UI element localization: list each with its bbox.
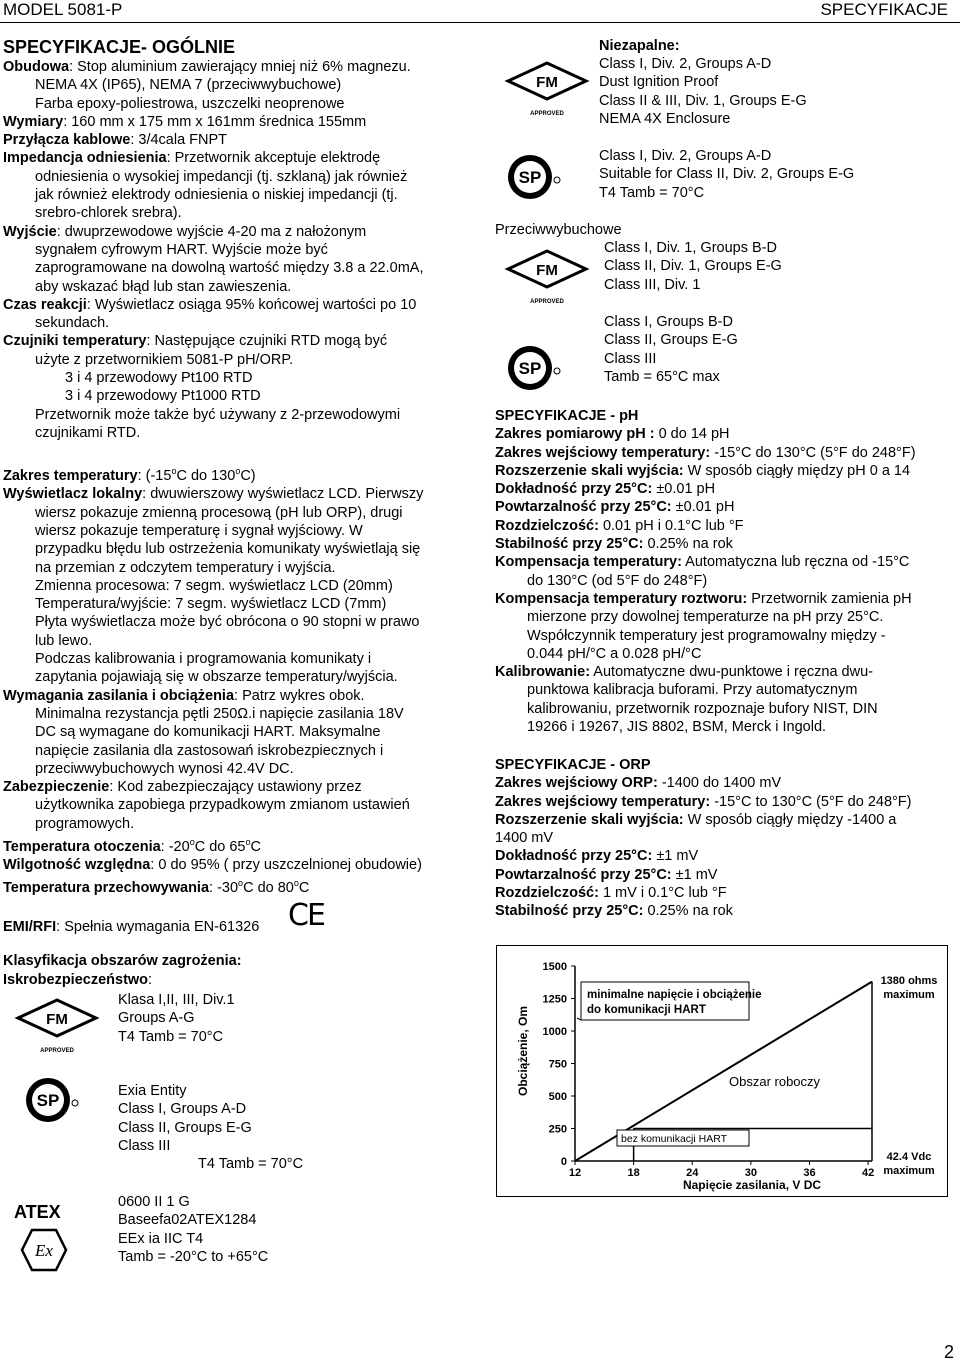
ph-spec-value: -15°C do 130°C (5°F do 248°F) <box>710 444 916 461</box>
max-ohms-label-1: 1380 ohms <box>880 975 938 987</box>
fm-approved-logo-icon <box>14 994 100 1058</box>
niezapalne-label: Niezapalne: <box>599 38 680 54</box>
przylacza-label: Przyłącza kablowe <box>3 132 131 149</box>
impedancja-line-4: srebro-chlorek srebra). <box>35 205 182 222</box>
fm-niez-line-1: Class I, Div. 2, Groups A-D <box>599 56 772 72</box>
zabezpieczenie-line-3: programowych. <box>35 815 135 832</box>
fm-przec-block <box>604 239 782 294</box>
atex-line-2: Baseefa02ATEX1284 <box>118 1212 257 1229</box>
page-header <box>0 0 960 23</box>
csa-text: SP <box>36 1091 60 1110</box>
orp-spec-label: Powtarzalność przy 25°C: <box>495 866 672 883</box>
approved-text: APPROVED <box>40 1048 74 1054</box>
atex-label: ATEX <box>14 1202 61 1222</box>
deg-sup: o <box>171 466 177 477</box>
fm-niez-line-4: NEMA 4X Enclosure <box>599 110 731 127</box>
orp-spec-value: -1400 do 1400 mV <box>657 775 782 792</box>
deg-sup: o <box>238 878 244 889</box>
obudowa-label: Obudowa <box>3 59 70 75</box>
deg-sup: o <box>245 837 251 847</box>
csa-przec-line-4: Tamb = 65°C max <box>604 368 720 385</box>
fm-niez-line-2: Dust Ignition Proof <box>599 74 719 91</box>
wymagania-line-3: DC są wymagane do komunikacji HART. Maksymalne <box>35 724 381 741</box>
fm-iskro-line-3: T4 Tamb = 70°C <box>118 1028 224 1045</box>
csa-text: SP <box>518 359 542 378</box>
ph-spec-label: Stabilność przy 25°C: <box>495 536 644 553</box>
iskro-label: Iskrobezpieczeństwo <box>3 972 149 988</box>
impedancja-label: Impedancja odniesienia <box>3 150 167 167</box>
atex-block <box>118 1193 268 1266</box>
wyswietlacz-line-9: lub lewo. <box>35 632 93 649</box>
czas-text: : Wyświetlacz osiąga 95% końcowej wartości po 10 <box>86 296 417 313</box>
x-tick-label: 30 <box>744 1167 757 1179</box>
section-label: SPECYFIKACJE <box>820 0 948 19</box>
y-tick-label: 500 <box>548 1091 567 1103</box>
csa-logo-icon <box>506 152 562 202</box>
nema-text: NEMA 4X (IP65), NEMA 7 (przeciwwybuchowe) <box>35 77 342 94</box>
orp-spec-label: Stabilność przy 25°C: <box>495 903 644 920</box>
orp-spec-value: -15°C to 130°C (5°F do 248°F) <box>710 793 912 810</box>
ph-spec-label: Zakres pomiarowy pH : <box>495 426 655 443</box>
orp-title: SPECYFIKACJE - ORP <box>495 757 651 773</box>
zakres-temp-label: Zakres temperatury <box>3 468 138 485</box>
model-label: MODEL 5081-P <box>3 0 123 19</box>
iskro-colon: : <box>148 972 153 988</box>
csa-niez-block <box>599 147 854 202</box>
ph-spec-cont: mierzone przy dowolnej temperaturze na pH przy 25°C. <box>527 609 884 626</box>
ph-spec-cont: 0.044 pH/°C a 0.028 pH/°C <box>527 645 702 662</box>
fm-iskro-block <box>118 991 235 1046</box>
czujniki-line-2: użyte z przetwornikiem 5081-P pH/ORP. <box>35 351 294 368</box>
ce-mark-icon: CE <box>288 898 324 933</box>
ex-hexagon-icon <box>20 1227 68 1273</box>
ph-spec-label: Rozdzielczość: <box>495 517 599 534</box>
ph-spec-label: Kompensacja temperatury roztworu: <box>495 590 748 607</box>
max-ohms-label-2: maximum <box>883 989 935 1001</box>
wyswietlacz-line-8: Płyta wyświetlacza może być obrócona o 90 stopni w prawo <box>35 614 420 631</box>
fm-iskro-line-1: Klasa I,II, III, Div.1 <box>118 992 235 1008</box>
y-tick-label: 1500 <box>542 961 567 973</box>
ph-spec-label: Kalibrowanie: <box>495 664 591 681</box>
ph-spec-label: Rozszerzenie skali wyjścia: <box>495 462 684 479</box>
ph-spec-label: Dokładność przy 25°C: <box>495 481 653 498</box>
csa-iskro-line-1: Exia Entity <box>118 1083 187 1099</box>
ph-spec-value: 0 do 14 pH <box>654 426 730 443</box>
wymagania-line-5: przeciwwybuchowych wynosi 42.4V DC. <box>35 760 294 777</box>
czujniki-line-6: czujnikami RTD. <box>35 424 141 441</box>
page-number: 2 <box>943 1342 954 1362</box>
ph-spec-cont: kalibrowaniu, przetwornik rozpoznaje bufory NIST, DIN <box>527 700 878 717</box>
emi-label: EMI/RFI <box>3 919 57 935</box>
y-tick-label: 750 <box>548 1058 567 1071</box>
temp-przech-end: C <box>298 880 310 897</box>
przeciwwybuchowe-label: Przeciwwybuchowe <box>495 222 622 238</box>
csa-przec-line-1: Class I, Groups B-D <box>604 314 733 330</box>
wyjscie-text: : dwuprzewodowe wyjście 4-20 ma z nałożonym <box>56 223 367 240</box>
zakres-temp-mid: C do 130 <box>176 468 236 485</box>
approved-text: APPROVED <box>530 111 564 117</box>
zabezpieczenie-label: Zabezpieczenie <box>3 779 110 796</box>
wyswietlacz-line-10: Podczas kalibrowania i programowania komunikaty i <box>35 651 372 668</box>
atex-line-1: 0600 II 1 G <box>118 1194 190 1210</box>
zakres-temp-text: : (-15 <box>137 468 172 485</box>
left-column <box>3 36 483 898</box>
ph-spec-cont: Współczynnik temperatury jest programowalny między - <box>527 627 886 644</box>
fm-text: FM <box>536 262 558 279</box>
max-voltage-label-2: maximum <box>883 1165 935 1177</box>
fm-approved-logo-icon <box>504 245 590 309</box>
csa-iskro-line-4: Class III <box>118 1137 171 1154</box>
wymagania-line-2: Minimalna rezystancja pętli 250Ω.i napięcie zasilania 18V <box>35 705 404 722</box>
x-tick-label: 18 <box>627 1167 640 1179</box>
czujniki-line-4: 3 i 4 przewodowy Pt1000 RTD <box>65 388 261 405</box>
fm-niez-line-3: Class II & III, Div. 1, Groups E-G <box>599 92 807 109</box>
wyswietlacz-line-11: zapytania pojawiają się w obszarze temperatury/wyjścia. <box>35 669 398 686</box>
wyswietlacz-line-3: wiersz pokazuje temperaturę i sygnał wyjściowy. W <box>35 522 363 539</box>
fm-iskro-line-2: Groups A-G <box>118 1010 195 1027</box>
ph-spec-label: Powtarzalność przy 25°C: <box>495 499 672 516</box>
iskro-row <box>3 971 152 989</box>
temp-otoczenia-text: : -20 <box>160 838 190 855</box>
wyswietlacz-line-7: Temperatura/wyjście: 7 segm. wyświetlacz LCD (7mm) <box>35 596 387 613</box>
ph-spec-cont: punktowa kalibracja buforami. Przy automatycznym <box>527 682 858 699</box>
y-tick-label: 1250 <box>542 993 567 1006</box>
impedancja-line-2: odniesienia o wysokiej impedancji (tj. szklaną) jak również <box>35 168 408 185</box>
orp-spec-value: ±1 mV <box>671 866 718 883</box>
ph-spec-cont: do 130°C (od 5°F do 248°F) <box>527 572 708 589</box>
orp-spec-label: Rozdzielczość: <box>495 885 599 902</box>
wyswietlacz-line-6: Zmienna procesowa: 7 segm. wyświetlacz LCD (20mm) <box>35 577 393 594</box>
csa-iskro-line-5: T4 Tamb = 70°C <box>198 1156 304 1173</box>
orp-spec-cont: 1400 mV <box>495 830 554 847</box>
orp-spec-label: Zakres wejściowy ORP: <box>495 775 658 792</box>
wyjscie-label: Wyjście <box>3 223 57 240</box>
csa-logo-icon <box>24 1075 80 1125</box>
page-title: SPECYFIKACJE- OGÓLNIE <box>3 37 236 57</box>
ph-spec-value: 0.01 pH i 0.1°C lub °F <box>598 517 744 534</box>
deg-sup: o <box>235 466 241 477</box>
wymagania-line-4: napięcie zasilania dla zastosowań iskrobezpiecznych i <box>35 742 384 759</box>
czujniki-line-3: 3 i 4 przewodowy Pt100 RTD <box>65 370 253 387</box>
wyswietlacz-label: Wyświetlacz lokalny <box>3 486 143 503</box>
czujniki-text: : Następujące czujniki RTD mogą być <box>146 333 388 350</box>
temp-przech-mid: C do 80 <box>243 880 294 897</box>
hart-min-leader <box>577 1018 581 1020</box>
farba-text: Farba epoxy-poliestrowa, uszczelki neoprenowe <box>35 95 345 112</box>
fm-przec-line-1: Class I, Div. 1, Groups B-D <box>604 240 777 256</box>
csa-niez-line-3: T4 Tamb = 70°C <box>599 184 705 201</box>
ph-spec-label: Kompensacja temperatury: <box>495 554 682 571</box>
chart-svg <box>497 946 947 1196</box>
fm-niez-block <box>599 55 807 128</box>
ex-text: Ex <box>35 1241 53 1260</box>
atex-line-4: Tamb = -20°C to +65°C <box>118 1248 269 1265</box>
wyjscie-line-3: zaprogramowane na dowolną wartość między 3.8 a 22.0mA, <box>35 260 424 277</box>
wymiary-text: : 160 mm x 175 mm x 161mm średnica 155mm <box>63 113 367 130</box>
ph-spec-value: W sposób ciągły między pH 0 a 14 <box>683 462 911 479</box>
orp-spec-value: 1 mV i 0.1°C lub °F <box>598 885 727 902</box>
orp-spec-value: ±1 mV <box>652 848 699 865</box>
csa-iskro-block <box>118 1082 303 1173</box>
deg-sup: o <box>189 837 195 847</box>
ph-spec-value: Automatyczna lub ręczna od -15°C <box>681 554 910 571</box>
fm-text: FM <box>46 1011 68 1028</box>
wyjscie-line-4: aby wskazać błąd lub stan zawieszenia. <box>35 278 292 295</box>
ph-spec-value: ±0.01 pH <box>671 499 735 516</box>
wilgotnosc-label: Wilgotność względna <box>3 857 151 874</box>
work-area-label: Obszar roboczy <box>729 1074 821 1089</box>
impedancja-line-3: jak również elektrody odniesienia o niskiej impedancji (tj. <box>35 187 398 204</box>
x-tick-label: 24 <box>686 1167 699 1179</box>
ph-spec-label: Zakres wejściowy temperatury: <box>495 444 711 461</box>
wyswietlacz-text: : dwuwierszowy wyświetlacz LCD. Pierwszy <box>142 486 424 503</box>
wymagania-label: Wymagania zasilania i obciążenia <box>3 687 235 704</box>
ph-spec-value: ±0.01 pH <box>652 481 716 498</box>
csa-przec-line-3: Class III <box>604 350 657 367</box>
csa-niez-line-2: Suitable for Class II, Div. 2, Groups E-G <box>599 166 855 183</box>
x-tick-label: 12 <box>568 1167 582 1179</box>
fm-przec-line-3: Class III, Div. 1 <box>604 276 701 293</box>
y-tick-label: 0 <box>560 1156 567 1168</box>
wymiary-label: Wymiary <box>3 113 64 130</box>
ph-spec-value: Automatyczne dwu-punktowe i ręczna dwu- <box>590 664 873 681</box>
x-tick-label: 42 <box>861 1167 875 1179</box>
wyswietlacz-line-5: na przemian z odczytem temperatury i wyjścia. <box>35 559 336 576</box>
ph-specs <box>495 407 955 736</box>
y-axis-label: Obciążenie, Om <box>516 1005 530 1097</box>
wyswietlacz-line-2: wiersz pokazuje zmienną procesową (pH lub ORP), drugi <box>35 504 403 521</box>
orp-spec-label: Dokładność przy 25°C: <box>495 848 653 865</box>
y-tick-label: 250 <box>548 1123 567 1136</box>
temp-przech-label: Temperatura przechowywania <box>3 880 210 897</box>
czas-label: Czas reakcji <box>3 296 87 313</box>
temp-otoczenia-end: C <box>250 838 261 855</box>
csa-iskro-line-2: Class I, Groups A-D <box>118 1101 247 1118</box>
x-tick-label: 36 <box>803 1167 816 1179</box>
orp-spec-value: 0.25% na rok <box>643 903 733 920</box>
x-axis-label: Napięcie zasilania, V DC <box>682 1178 822 1192</box>
atex-line-3: EEx ia IIC T4 <box>118 1230 204 1247</box>
temp-otoczenia-mid: C do 65 <box>194 838 246 855</box>
hart-min-annotation-1: minimalne napięcie i obciążenie <box>587 989 762 1001</box>
emi-text: : Spełnia wymagania EN-61326 <box>56 919 260 935</box>
load-voltage-chart <box>496 945 948 1197</box>
orp-spec-value: W sposób ciągły między -1400 a <box>683 811 897 828</box>
klasyfikacja-heading: Klasyfikacja obszarów zagrożenia: <box>3 953 242 969</box>
y-tick-label: 1000 <box>542 1026 567 1038</box>
fm-przec-line-2: Class II, Div. 1, Groups E-G <box>604 258 782 275</box>
csa-text: SP <box>518 168 542 187</box>
no-hart-label: bez komunikacji HART <box>621 1133 728 1145</box>
orp-specs <box>495 756 955 921</box>
obudowa-text: : Stop aluminium zawierający mniej niż 6% magnezu. <box>69 59 411 75</box>
ph-spec-cont: 19266 i 19267, JIS 8802, BSM, Merck i Ingold. <box>527 719 827 736</box>
fm-approved-logo-icon <box>504 57 590 121</box>
czujniki-label: Czujniki temperatury <box>3 333 147 350</box>
csa-logo-icon <box>506 343 562 393</box>
hart-min-annotation-2: do komunikacji HART <box>587 1004 706 1016</box>
emi-row <box>3 918 259 936</box>
csa-niez-line-1: Class I, Div. 2, Groups A-D <box>599 148 772 164</box>
ph-spec-value: 0.25% na rok <box>643 536 733 553</box>
wymagania-text: : Patrz wykres obok. <box>234 687 365 704</box>
max-voltage-label-1: 42.4 Vdc <box>886 1151 932 1163</box>
orp-spec-label: Zakres wejściowy temperatury: <box>495 793 711 810</box>
zabezpieczenie-line-2: użytkownika zapobiega przypadkowym zmianom ustawień <box>35 797 410 814</box>
wilgotnosc-text: : 0 do 95% ( przy uszczelnionej obudowie) <box>150 857 422 874</box>
przylacza-text: : 3/4cala FNPT <box>130 132 228 149</box>
fm-text: FM <box>536 74 558 91</box>
czujniki-line-5: Przetwornik może także być używany z 2-przewodowymi <box>35 406 401 423</box>
deg-sup: o <box>293 878 299 889</box>
wyjscie-line-2: sygnałem cyfrowym HART. Wyjście może być <box>35 241 328 258</box>
temp-przech-text: : -30 <box>209 880 239 897</box>
csa-przec-line-2: Class II, Groups E-G <box>604 332 738 349</box>
orp-spec-label: Rozszerzenie skali wyjścia: <box>495 811 684 828</box>
zakres-temp-end: C) <box>240 468 256 485</box>
approved-text: APPROVED <box>530 299 564 305</box>
zabezpieczenie-text: : Kod zabezpieczający ustawiony przez <box>109 779 362 796</box>
czas-line-2: sekundach. <box>35 315 110 332</box>
csa-przec-block <box>604 313 738 386</box>
wyswietlacz-line-4: przypadku błędu lub ostrzeżenia komunikaty wyświetlają się <box>35 541 421 558</box>
ph-spec-value: Przetwornik zamienia pH <box>747 590 912 607</box>
csa-iskro-line-3: Class II, Groups E-G <box>118 1119 252 1136</box>
ph-title: SPECYFIKACJE - pH <box>495 408 639 424</box>
temp-otoczenia-label: Temperatura otoczenia <box>3 838 161 855</box>
impedancja-text: : Przetwornik akceptuje elektrodę <box>166 150 381 167</box>
